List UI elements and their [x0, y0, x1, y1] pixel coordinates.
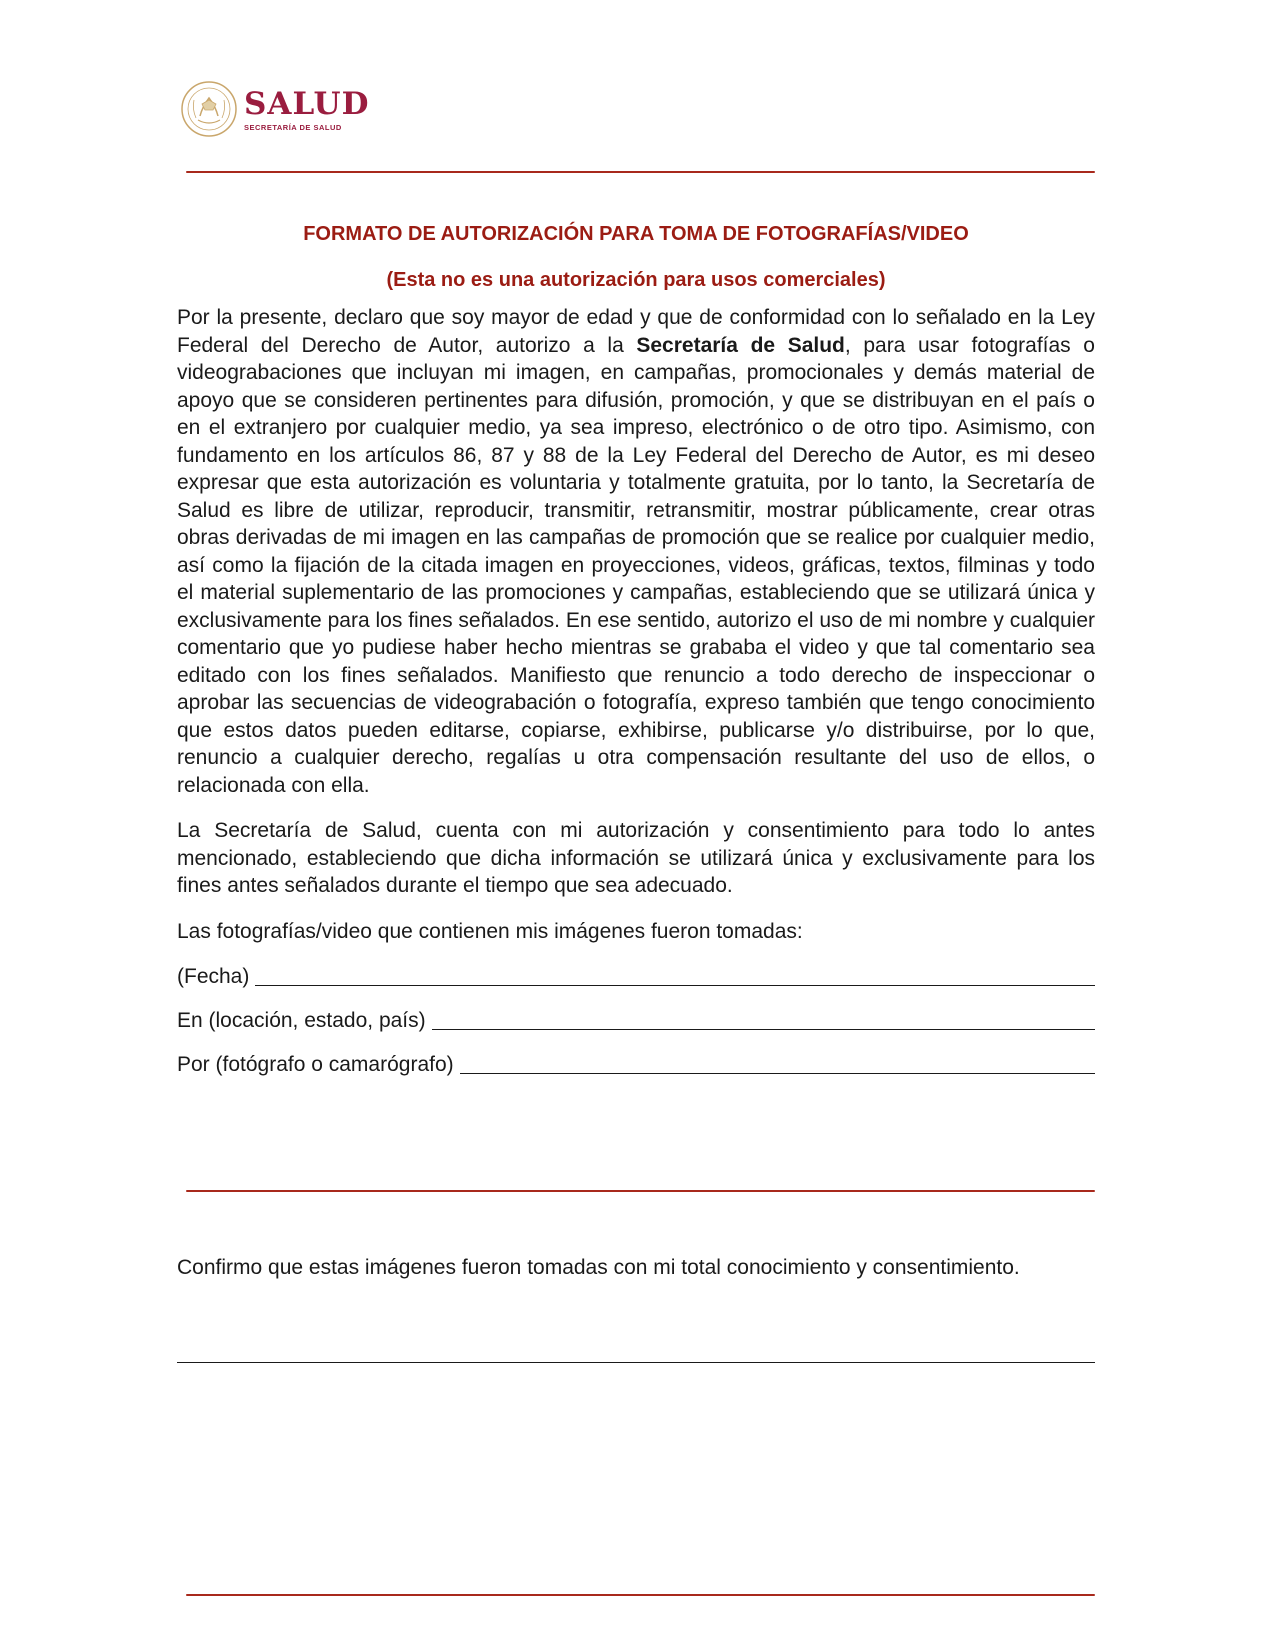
date-field-row: [177, 963, 1095, 990]
signature-line[interactable]: [177, 1362, 1095, 1363]
date-field-blank[interactable]: [255, 985, 1095, 986]
location-field-label: En (locación, estado, país): [177, 1009, 426, 1032]
document-title: FORMATO DE AUTORIZACIÓN PARA TOMA DE FOTOGRAFÍAS/VIDEO: [303, 223, 969, 245]
photographer-field-label: Por (fotógrafo o camarógrafo): [177, 1053, 454, 1076]
logo-wordmark: SALUD: [244, 85, 370, 122]
document-subtitle: (Esta no es una autorización para usos comerciales): [386, 269, 886, 291]
logo-subtitle: SECRETARÍA DE SALUD: [244, 122, 342, 132]
location-field-row: [177, 1007, 1095, 1034]
document-body: [177, 220, 1095, 1095]
confirmation-statement: Confirmo que estas imágenes fueron tomadas con mi total conocimiento y consentimiento.: [177, 1256, 1020, 1279]
authorization-paragraph: Por la presente, declaro que soy mayor de edad y que de conformidad con lo señalado en la Ley Federal del Derecho de Autor, autorizo a la Secretaría de Salud, para usar fotografías o videograbaciones que incluyan mi imagen, en campañas, promocionales y demás material de apoyo que se consideren pertinentes para difusión, promoción, y que se distribuyan en el país o en el extranjero por cualquier medio, ya sea impreso, electrónico o de otro tipo. Asimismo, con fundamento en los artículos 86, 87 y 88 de la Ley Federal del Derecho de Autor, es mi deseo expresar que esta autorización es voluntaria y totalmente gratuita, por lo tanto, la Secretaría de Salud es libre de utilizar, reproducir, transmitir, retransmitir, mostrar públicamente, crear otras obras derivadas de mi imagen en las campañas de promoción que se realice por cualquier medio, así como la fijación de la citada imagen en proyecciones, videos, gráficas, textos, filminas y todo el material suplementario de las promociones y campañas, estableciendo que se utilizará única y exclusivamente para los fines señalados. En ese sentido, autorizo el uso de mi nombre y cualquier comentario que yo pudiese haber hecho mientras se grababa el video y que tal comentario sea editado con los fines señalados. Manifiesto que renuncio a todo derecho de inspeccionar o aprobar las secuencias de videograbación o fotografía, expreso también que tengo conocimiento que estos datos pueden editarse, copiarse, exhibirse, publicarse y/o distribuirse, por lo que, renuncio a cualquier derecho, regalías u otra compensación resultante del uso de ellos, o relacionada con ella.: [177, 306, 1095, 797]
location-field-blank[interactable]: [432, 1029, 1095, 1030]
coat-of-arms-seal-icon: [180, 80, 238, 138]
consent-paragraph: La Secretaría de Salud, cuenta con mi autorización y consentimiento para todo lo antes mencionado, estableciendo que dicha información se utilizará única y exclusivamente para los fines antes señalados durante el tiempo que sea adecuado.: [177, 819, 1095, 897]
photographer-field-blank[interactable]: [460, 1073, 1095, 1074]
photographer-field-row: [177, 1051, 1095, 1078]
header-divider: [186, 171, 1095, 173]
date-field-label: (Fecha): [177, 965, 250, 988]
footer-divider: [186, 1594, 1095, 1596]
section-divider: [186, 1190, 1095, 1192]
salud-logo: [180, 80, 369, 138]
photos-taken-label: Las fotografías/video que contienen mis imágenes fueron tomadas:: [177, 919, 803, 943]
secretaria-bold: Secretaría de Salud: [636, 333, 845, 357]
